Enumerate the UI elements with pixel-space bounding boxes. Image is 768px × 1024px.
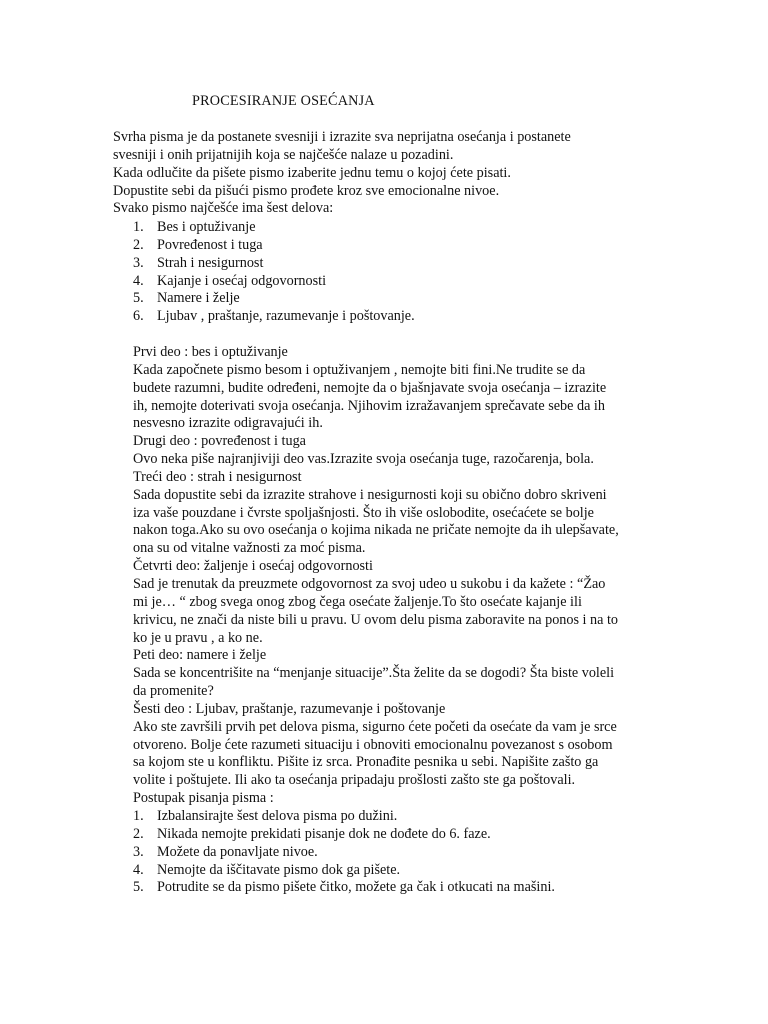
body-line: Kada započnete pismo besom i optuživanjem , nemojte biti fini.Ne trudite se da — [133, 361, 586, 378]
list-item-text: Nemojte da iščitavate pismo dok ga pišete. — [157, 861, 401, 878]
section-heading: Šesti deo : Ljubav, praštanje, razumevanje i poštovanje — [133, 700, 446, 717]
intro-line: Svrha pisma je da postanete svesniji i izrazite sva neprijatna osećanja i postanete — [113, 129, 571, 145]
list-number: 5. — [133, 879, 144, 896]
body-line: Sada dopustite sebi da izrazite strahove i nesigurnosti koji su obično dobro skriveni — [133, 486, 607, 503]
intro-paragraph — [113, 129, 753, 218]
list-item-text: Potrudite se da pismo pišete čitko, možete ga čak i otkucati na mašini. — [157, 879, 555, 896]
body-line: Sad je trenutak da preuzmete odgovornost za svoj udeo u sukobu i da kažete : “Žao — [133, 575, 606, 592]
list-item — [113, 255, 415, 273]
body-line: sa kojom ste u konfliktu. Pišite iz srca. Pronađite pesnika u sebi. Napišite zašto ga — [133, 754, 599, 771]
sections-body — [133, 344, 753, 808]
section-heading: Drugi deo : povređenost i tuga — [133, 433, 306, 450]
intro-line: Kada odlučite da pišete pismo izaberite jednu temu o kojoj ćete pisati. — [113, 164, 511, 181]
body-line: krivicu, ne znači da niste bili u pravu. U ovom delu pisma zaboravite na ponos i na to — [133, 611, 619, 628]
list-item — [113, 879, 555, 897]
list-item — [113, 826, 555, 844]
list-item-text: Strah i nesigurnost — [157, 254, 264, 271]
body-line: iza vaše pouzdane i čvrste spoljašnjosti. Što ih više oslobodite, osećaćete se bolje — [133, 504, 594, 521]
list-item-text: Izbalansirajte šest delova pisma po dužini. — [157, 808, 398, 824]
list-item — [113, 237, 415, 255]
list-item-text: Nikada nemojte prekidati pisanje dok ne dođete do 6. faze. — [157, 825, 491, 842]
list-item — [113, 308, 415, 326]
writing-steps-list — [113, 808, 555, 897]
body-line: nesvesno izrazite odigravajući ih. — [133, 415, 323, 432]
body-line: ona su od vitalne važnosti za moć pisma. — [133, 540, 366, 557]
section-heading: Peti deo: namere i želje — [133, 647, 267, 664]
list-number: 3. — [133, 843, 144, 860]
body-line: Ako ste završili prvih pet delova pisma, sigurno ćete početi da osećate da vam je srce — [133, 718, 617, 735]
list-item-text: Povređenost i tuga — [157, 236, 263, 253]
list-item — [113, 844, 555, 862]
document-title: PROCESIRANJE OSEĆANJA — [192, 93, 375, 109]
section-heading: Četvrti deo: žaljenje i osećaj odgovornosti — [133, 558, 373, 575]
list-number: 4. — [133, 861, 144, 878]
body-line: ih, nemojte doterivati svoja osećanja. Njihovim izražavanjem sprečavate sebe da ih — [133, 397, 605, 414]
section-heading: Postupak pisanja pisma : — [133, 790, 274, 807]
intro-line: Dopustite sebi da pišući pismo prođete kroz sve emocionalne nivoe. — [113, 182, 500, 199]
list-number: 2. — [133, 825, 144, 842]
body-line: nakon toga.Ako su ovo osećanja o kojima nikada ne pričate nemojte da ih ulepšavate, — [133, 522, 619, 539]
body-line: volite i poštujete. Ili ako ta osećanja pripadaju prošlosti zašto ste ga poštovali. — [133, 772, 576, 789]
body-line: mi je… “ zbog svega onog zbog čega osećate žaljenje.To što osećate kajanje ili — [133, 593, 582, 610]
list-item — [113, 808, 555, 826]
list-item-text: Možete da ponavljate nivoe. — [157, 843, 318, 860]
body-line: da promenite? — [133, 683, 214, 700]
body-line: otvoreno. Bolje ćete razumeti situaciju i obnoviti emocionalnu povezanost s osobom — [133, 736, 613, 753]
list-number: 1. — [133, 808, 144, 824]
list-item-text: Ljubav , praštanje, razumevanje i poštovanje. — [157, 308, 415, 325]
list-item-text: Namere i želje — [157, 290, 240, 307]
list-number: 3. — [133, 254, 144, 271]
body-line: Sada se koncentrišite na “menjanje situacije”.Šta želite da se dogodi? Šta biste voleli — [133, 665, 615, 682]
list-item — [113, 290, 415, 308]
list-number: 5. — [133, 290, 144, 307]
intro-line: svesniji i onih prijatnijih koja se najčešće nalaze u pozadini. — [113, 146, 454, 163]
list-item — [113, 273, 415, 291]
section-heading: Prvi deo : bes i optuživanje — [133, 344, 288, 360]
list-item-text: Kajanje i osećaj odgovornosti — [157, 272, 327, 289]
intro-line: Svako pismo najčešće ima šest delova: — [113, 200, 334, 217]
letter-parts-list — [113, 219, 415, 326]
list-item — [113, 862, 555, 880]
list-number: 4. — [133, 272, 144, 289]
list-item-text: Bes i optuživanje — [157, 219, 256, 235]
list-number: 6. — [133, 308, 144, 325]
section-heading: Treći deo : strah i nesigurnost — [133, 468, 302, 485]
body-line: Ovo neka piše najranjiviji deo vas.Izrazite svoja osećanja tuge, razočarenja, bola. — [133, 451, 594, 468]
list-number: 1. — [133, 219, 144, 235]
list-item — [113, 219, 415, 237]
body-line: budete razumni, budite određeni, nemojte da o bjašnjavate svoja osećanja – izrazite — [133, 379, 607, 396]
list-number: 2. — [133, 236, 144, 253]
body-line: ko je u pravu , a ko ne. — [133, 629, 263, 646]
